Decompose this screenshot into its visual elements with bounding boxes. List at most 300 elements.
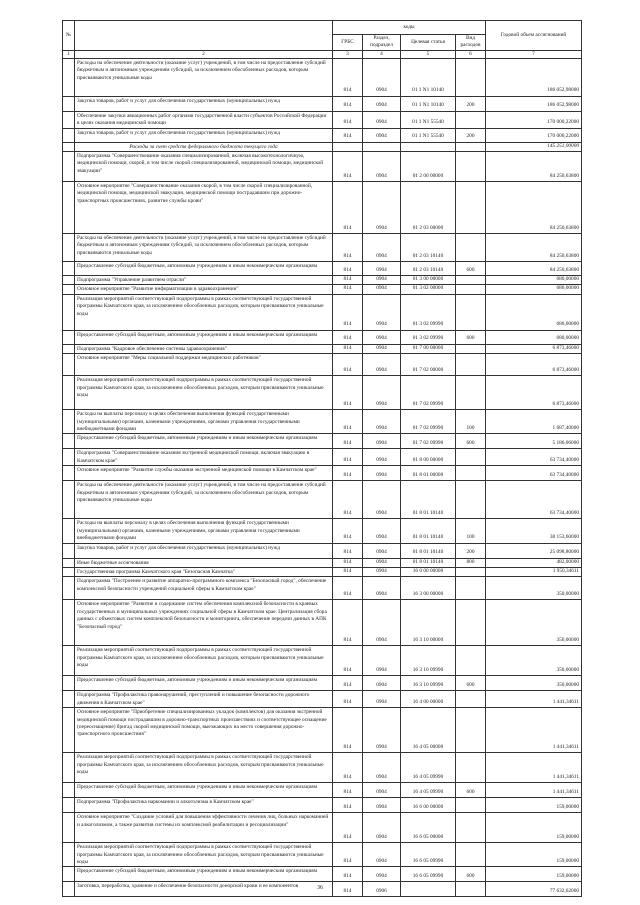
row-num [63, 234, 75, 262]
row-exp [456, 813, 486, 843]
row-num [63, 354, 75, 376]
row-exp [456, 646, 486, 676]
header-index: 5 [401, 50, 456, 58]
row-exp: 600 [456, 676, 486, 691]
header-exp: Вид расходов [456, 35, 486, 51]
row-amount: 1 441,34611 [486, 753, 582, 783]
row-name: Подпрограмма "Совершенствование оказания экстренной медицинской помощи, включая эвакуацию в Камчатском крае" [75, 449, 333, 466]
row-name: Предоставление субсидий бюджетным, автономным учреждениям и иным некоммерческим организациям [75, 867, 333, 882]
row-exp: 600 [456, 434, 486, 449]
table-row [63, 410, 582, 434]
row-amount: 350,00000 [486, 646, 582, 676]
row-amount: 1 441,34611 [486, 691, 582, 708]
row-name: Предоставление субсидий бюджетным, автономным учреждениям и иным некоммерческим организациям [75, 262, 333, 276]
row-num [63, 708, 75, 753]
row-grbs: 814 [333, 783, 363, 798]
row-grbs: 814 [333, 376, 363, 410]
row-exp: 600 [456, 867, 486, 882]
table-row [63, 783, 582, 798]
row-section: 0904 [363, 798, 401, 813]
header-index: 4 [363, 50, 401, 58]
table-row [63, 152, 582, 182]
row-grbs: 814 [333, 481, 363, 519]
row-num [63, 600, 75, 646]
row-num [63, 152, 75, 182]
row-target: 16 0 00 00000 [401, 567, 456, 576]
row-target: 01 3 02 00000 [401, 285, 456, 294]
row-exp [456, 344, 486, 353]
row-target: 16 6 05 00000 [401, 813, 456, 843]
row-name: Заготовка, переработка, хранение и обеспечение безопасности донорской крови и ее компонентов [75, 882, 333, 897]
row-num [63, 519, 75, 543]
row-target: 16 4 05 09990 [401, 753, 456, 783]
row-grbs: 814 [333, 813, 363, 843]
row-name: Основное мероприятие "Приобретение специализированных укладок (комплектов) для оказания экстренной медицинской помощи пострадавшим в дорожно-транспортных происшествиях и соответствующее оснащение (переоснащение) бригад скорой медицинской помощи, выезжающих на место совершения дорожно-транспортного происшествия" [75, 708, 333, 753]
table-row [63, 691, 582, 708]
row-exp: 200 [456, 96, 486, 111]
row-num [63, 753, 75, 783]
row-target: 16 3 10 09990 [401, 646, 456, 676]
table-row [63, 234, 582, 262]
table-row [63, 142, 582, 151]
row-num [63, 466, 75, 481]
row-exp: 200 [456, 128, 486, 142]
table-row [63, 843, 582, 867]
row-target: 16 6 05 09990 [401, 867, 456, 882]
row-amount: 84 250,63800 [486, 152, 582, 182]
row-num [63, 330, 75, 344]
row-exp [456, 798, 486, 813]
row-num [63, 481, 75, 519]
row-name: Закупка товаров, работ и услуг для обеспечения государственных (муниципальных) нужд [75, 128, 333, 142]
row-amount: 63 734,40000 [486, 449, 582, 466]
row-grbs: 814 [333, 276, 363, 285]
row-num [63, 96, 75, 111]
header-index: 6 [456, 50, 486, 58]
header-index: 2 [75, 50, 333, 58]
table-row [63, 567, 582, 576]
header-target: Целевая статья [401, 35, 456, 51]
row-name: Обеспечение закупки авиационных работ органами государственной власти субъектов Российской Федерации в целях оказания медицинской помощи [75, 111, 333, 128]
row-section: 0904 [363, 354, 401, 376]
row-num [63, 676, 75, 691]
row-section: 0904 [363, 285, 401, 294]
row-amount: 159,00000 [486, 867, 582, 882]
row-amount: 1 950,34611 [486, 567, 582, 576]
row-grbs: 814 [333, 234, 363, 262]
row-name: Подпрограмма "Совершенствование оказания специализированной, включая высокотехнологичную, медицинской помощи, скорой, в том числе скорой специализированной, медицинской помощи, медицинской эвакуации" [75, 152, 333, 182]
row-name: Предоставление субсидий бюджетным, автономным учреждениям и иным некоммерческим организациям [75, 330, 333, 344]
row-exp [456, 142, 486, 151]
row-exp [456, 466, 486, 481]
row-num [63, 111, 75, 128]
row-grbs: 814 [333, 753, 363, 783]
table-row [63, 128, 582, 142]
row-name: Закупка товаров, работ и услуг для обеспечения государственных (муниципальных) нужд [75, 96, 333, 111]
row-num [63, 867, 75, 882]
row-target: 16 6 00 00000 [401, 798, 456, 813]
table-row [63, 813, 582, 843]
row-name: Подпрограмма "Построение и развитие аппаратно-программного комплекса "Безопасный город", обеспечение комплексной безопасности учреждений социальной сферы в Камчатском крае" [75, 577, 333, 600]
row-target: 16 4 05 00000 [401, 708, 456, 753]
table-row [63, 543, 582, 558]
row-amount: 159,00000 [486, 843, 582, 867]
row-grbs: 814 [333, 354, 363, 376]
row-section: 0904 [363, 434, 401, 449]
row-exp [456, 285, 486, 294]
row-num [63, 843, 75, 867]
row-grbs: 814 [333, 294, 363, 330]
row-target: 01 1 N1 10140 [401, 96, 456, 111]
row-target: 01 7 02 09990 [401, 376, 456, 410]
row-name: Подпрограмма "Профилактика наркомании и алкоголизма в Камчатском крае" [75, 798, 333, 813]
row-section: 0904 [363, 600, 401, 646]
page-number: 36 [317, 885, 323, 891]
table-row [63, 481, 582, 519]
row-exp [456, 152, 486, 182]
row-section: 0904 [363, 843, 401, 867]
row-grbs: 814 [333, 182, 363, 234]
row-grbs: 814 [333, 646, 363, 676]
row-amount: 680,00000 [486, 330, 582, 344]
row-section: 0904 [363, 466, 401, 481]
row-num [63, 128, 75, 142]
row-section: 0904 [363, 58, 401, 96]
row-target: 16 6 05 09990 [401, 843, 456, 867]
row-target: 01 8 00 00000 [401, 449, 456, 466]
row-target: 01 7 02 00000 [401, 354, 456, 376]
row-section: 0904 [363, 577, 401, 600]
row-name: Подпрограмма "Профилактика правонарушений, преступлений и повышение безопасности дорожного движения в Камчатском крае" [75, 691, 333, 708]
row-num [63, 434, 75, 449]
row-section: 0904 [363, 691, 401, 708]
row-section: 0904 [363, 376, 401, 410]
row-amount: 6 873,46000 [486, 344, 582, 353]
row-name: Основное мероприятие "Развитие и содержание систем обеспечения комплексной безопасности в краевых государственных и муниципальных учреждениях социальной сферы в Камчатском крае. Централизация сбора данных с объектовых систем комплексной безопасности и мониторинга, обеспечение передачи данных в АПК "Безопасный город" [75, 600, 333, 646]
row-grbs: 814 [333, 344, 363, 353]
table-row [63, 708, 582, 753]
table-header [63, 21, 582, 59]
row-num [63, 813, 75, 843]
table-row [63, 96, 582, 111]
row-target: 01 2 00 00000 [401, 152, 456, 182]
row-num [63, 142, 75, 151]
table-row [63, 330, 582, 344]
table-row [63, 466, 582, 481]
row-name: Подпрограмма "Управление развитием отрасли" [75, 276, 333, 285]
row-num [63, 58, 75, 96]
row-amount: 482,00000 [486, 558, 582, 567]
table-row [63, 519, 582, 543]
table-row [63, 58, 582, 96]
header-annual: Годовой объем ассигнований [486, 21, 582, 51]
row-target: 01 1 N1 55540 [401, 111, 456, 128]
row-grbs: 814 [333, 843, 363, 867]
row-exp [456, 481, 486, 519]
row-target: 01 8 01 10140 [401, 519, 456, 543]
row-amount: 63 734,40000 [486, 481, 582, 519]
row-target: 01 1 N1 55540 [401, 128, 456, 142]
row-section: 0904 [363, 128, 401, 142]
row-name: Основное мероприятие "Развитие информатизации в здравоохранении" [75, 285, 333, 294]
row-name: Реализация мероприятий соответствующей подпрограммы в рамках соответствующей государственной программы Камчатского края, за исключением обособленных расходов, которым присваиваются уникальные коды [75, 294, 333, 330]
table-row [63, 276, 582, 285]
row-name: Иные бюджетные ассигнования [75, 558, 333, 567]
row-amount: 38 153,60000 [486, 519, 582, 543]
row-amount: 5 186,06000 [486, 434, 582, 449]
row-target: 01 7 00 00000 [401, 344, 456, 353]
row-section [363, 142, 401, 151]
row-section: 0904 [363, 410, 401, 434]
row-amount: 680,00000 [486, 276, 582, 285]
row-section: 0904 [363, 867, 401, 882]
row-amount: 1 441,34611 [486, 783, 582, 798]
row-amount: 680,00000 [486, 285, 582, 294]
row-exp [456, 577, 486, 600]
row-name: Основное мероприятие "Меры социальной поддержки медицинских работников" [75, 354, 333, 376]
row-grbs: 814 [333, 96, 363, 111]
header-index: 3 [333, 50, 363, 58]
row-target: 01 3 02 09990 [401, 330, 456, 344]
row-grbs: 814 [333, 558, 363, 567]
header-name [75, 21, 333, 51]
table-row [63, 111, 582, 128]
row-name: Основное мероприятие "Совершенствование оказания скорой, в том числе скорой специализированной, медицинской помощи, медицинской эвакуации, медицинской помощи пострадавшим при дорожно-транспортных происшествиях, развитие службы крови" [75, 182, 333, 234]
row-amount: 84 250,63800 [486, 182, 582, 234]
row-exp [456, 843, 486, 867]
row-target: 01 8 01 00000 [401, 466, 456, 481]
row-target: 01 8 01 10140 [401, 543, 456, 558]
row-grbs: 814 [333, 708, 363, 753]
row-target: 01 7 02 09990 [401, 434, 456, 449]
row-num [63, 376, 75, 410]
row-exp [456, 567, 486, 576]
row-grbs: 814 [333, 882, 363, 897]
row-name: Государственная программа Камчатского края "Безопасная Камчатка" [75, 567, 333, 576]
row-exp: 600 [456, 783, 486, 798]
row-section: 0904 [363, 152, 401, 182]
row-name: Реализация мероприятий соответствующей подпрограммы в рамках соответствующей государственной программы Камчатского края, за исключением обособленных расходов, которым присваиваются уникальные коды [75, 843, 333, 867]
row-grbs: 814 [333, 798, 363, 813]
row-amount: 25 098,80000 [486, 543, 582, 558]
row-section: 0904 [363, 276, 401, 285]
row-target: 16 3 00 00000 [401, 577, 456, 600]
row-exp [456, 234, 486, 262]
row-target: 01 8 01 10140 [401, 481, 456, 519]
row-name: Реализация мероприятий соответствующей подпрограммы в рамках соответствующей государственной программы Камчатского края, за исключением обособленных расходов, которым присваиваются уникальные коды [75, 646, 333, 676]
row-amount: 680,00000 [486, 294, 582, 330]
row-grbs: 814 [333, 867, 363, 882]
row-amount: 1 687,40000 [486, 410, 582, 434]
row-amount: 170 000,22000 [486, 111, 582, 128]
row-target [401, 142, 456, 151]
table-row [63, 646, 582, 676]
row-name: Основное мероприятие "Создание условий для повышения эффективности лечения лиц, больных наркоманией и алкоголизмом, а также развития системы их комплексной реабилитации и ресоциализации" [75, 813, 333, 843]
row-grbs: 814 [333, 152, 363, 182]
row-name: Закупка товаров, работ и услуг для обеспечения государственных (муниципальных) нужд [75, 543, 333, 558]
row-target: 01 3 02 09990 [401, 294, 456, 330]
header-index-row [63, 50, 582, 58]
row-section: 0904 [363, 543, 401, 558]
row-exp [456, 354, 486, 376]
row-exp [456, 449, 486, 466]
row-section: 0904 [363, 753, 401, 783]
row-num [63, 558, 75, 567]
row-grbs: 814 [333, 519, 363, 543]
row-target: 01 8 01 10140 [401, 558, 456, 567]
row-grbs: 814 [333, 434, 363, 449]
row-amount: 6 873,46000 [486, 376, 582, 410]
row-amount: 350,00000 [486, 676, 582, 691]
row-grbs: 814 [333, 262, 363, 276]
row-section: 0904 [363, 234, 401, 262]
budget-table [62, 20, 582, 897]
row-num [63, 344, 75, 353]
row-exp [456, 600, 486, 646]
row-exp [456, 708, 486, 753]
row-amount: 186 052,98000 [486, 58, 582, 96]
row-name: Расходы на выплаты персоналу в целях обеспечения выполнения функций государственными (муниципальными) органами, казенными учреждениями, органами управления государственными внебюджетными фондами [75, 519, 333, 543]
row-name: Расходы на обеспечение деятельности (оказание услуг) учреждений, в том числе на предоставление субсидий бюджетным и автономным учреждениям субсидий, за исключением обособленных расходов, которым присваиваются уникальные коды [75, 234, 333, 262]
row-target: 16 3 10 09990 [401, 676, 456, 691]
row-num [63, 262, 75, 276]
row-section: 0904 [363, 330, 401, 344]
row-amount: 84 250,63800 [486, 234, 582, 262]
row-target: 16 3 10 00000 [401, 600, 456, 646]
row-amount: 170 000,22000 [486, 128, 582, 142]
row-target: 01 2 03 00000 [401, 182, 456, 234]
row-grbs: 814 [333, 449, 363, 466]
header-num: № [63, 21, 75, 51]
row-target: 01 3 00 00000 [401, 276, 456, 285]
row-name: Реализация мероприятий соответствующей подпрограммы в рамках соответствующей государственной программы Камчатского края, за исключением обособленных расходов, которым присваиваются уникальные коды [75, 376, 333, 410]
header-grbs: ГРБС [333, 35, 363, 51]
row-num [63, 182, 75, 234]
row-section: 0904 [363, 262, 401, 276]
row-exp: 100 [456, 410, 486, 434]
row-grbs: 814 [333, 577, 363, 600]
row-num [63, 646, 75, 676]
header-index: 7 [486, 50, 582, 58]
row-num [63, 783, 75, 798]
row-section: 0904 [363, 111, 401, 128]
row-name: Расходы на обеспечение деятельности (оказание услуг) учреждений, в том числе на предоставление субсидий бюджетным и автономным учреждениям субсидий, за исключением обособленных расходов, которым присваиваются уникальные коды [75, 481, 333, 519]
table-row [63, 344, 582, 353]
row-target: 01 2 03 10140 [401, 234, 456, 262]
row-grbs: 814 [333, 111, 363, 128]
row-target: 16 4 05 09990 [401, 783, 456, 798]
row-section: 0904 [363, 567, 401, 576]
row-name: Предоставление субсидий бюджетным, автономным учреждениям и иным некоммерческим организациям [75, 676, 333, 691]
row-amount: 6 873,46000 [486, 354, 582, 376]
table-row [63, 577, 582, 600]
row-name: Основное мероприятие "Развитие службы оказания экстренной медицинской помощи в Камчатском крае" [75, 466, 333, 481]
row-name: Предоставление субсидий бюджетным, автономным учреждениям и иным некоммерческим организациям [75, 783, 333, 798]
row-grbs: 814 [333, 58, 363, 96]
row-num [63, 798, 75, 813]
row-exp [456, 294, 486, 330]
row-num [63, 449, 75, 466]
table-row [63, 285, 582, 294]
row-grbs: 814 [333, 285, 363, 294]
row-section: 0904 [363, 481, 401, 519]
table-row [63, 354, 582, 376]
header-section: Раздел, подраздел [363, 35, 401, 51]
row-name: Расходы за счет средств федерального бюджета текущего года [75, 142, 333, 151]
row-num [63, 577, 75, 600]
row-num [63, 276, 75, 285]
row-exp [456, 276, 486, 285]
header-index: 1 [63, 50, 75, 58]
table-row [63, 182, 582, 234]
table-row [63, 262, 582, 276]
row-exp: 600 [456, 330, 486, 344]
row-num [63, 285, 75, 294]
row-section: 0904 [363, 558, 401, 567]
row-exp [456, 691, 486, 708]
row-exp [456, 58, 486, 96]
row-section: 0904 [363, 344, 401, 353]
table-row [63, 676, 582, 691]
row-name: Подпрограмма "Кадровое обеспечение системы здравоохранения" [75, 344, 333, 353]
row-grbs: 814 [333, 466, 363, 481]
budget-sheet [62, 20, 581, 897]
row-name: Реализация мероприятий соответствующей подпрограммы в рамках соответствующей государственной программы Камчатского края, за исключением обособленных расходов, которым присваиваются уникальные коды [75, 753, 333, 783]
row-section: 0904 [363, 182, 401, 234]
row-grbs: 814 [333, 543, 363, 558]
table-row [63, 558, 582, 567]
row-grbs: 814 [333, 330, 363, 344]
row-amount: 63 734,40000 [486, 466, 582, 481]
row-exp [456, 376, 486, 410]
table-body [63, 58, 582, 897]
table-row [63, 449, 582, 466]
row-exp: 100 [456, 519, 486, 543]
row-grbs: 814 [333, 676, 363, 691]
row-section: 0904 [363, 96, 401, 111]
row-amount: 159,00000 [486, 813, 582, 843]
row-num [63, 410, 75, 434]
row-num [63, 691, 75, 708]
row-target: 01 1 N1 10140 [401, 58, 456, 96]
row-exp [456, 753, 486, 783]
row-section: 0904 [363, 519, 401, 543]
row-amount: 159,00000 [486, 798, 582, 813]
row-name: Расходы на выплаты персоналу в целях обеспечения выполнения функций государственными (муниципальными) органами, казенными учреждениями, органами управления государственными внебюджетными фондами [75, 410, 333, 434]
table-row [63, 600, 582, 646]
row-amount: 145 251,00000 [486, 142, 582, 151]
row-exp: 200 [456, 543, 486, 558]
row-section: 0904 [363, 708, 401, 753]
row-target: 01 7 02 09990 [401, 410, 456, 434]
row-grbs: 814 [333, 600, 363, 646]
row-section: 0904 [363, 783, 401, 798]
row-num [63, 543, 75, 558]
table-row [63, 376, 582, 410]
row-grbs: 814 [333, 567, 363, 576]
table-row [63, 294, 582, 330]
table-row [63, 434, 582, 449]
row-target: 16 4 00 00000 [401, 691, 456, 708]
row-num [63, 294, 75, 330]
row-section: 0906 [363, 882, 401, 897]
row-amount: 1 441,34611 [486, 708, 582, 753]
row-name: Предоставление субсидий бюджетным, автономным учреждениям и иным некоммерческим организациям [75, 434, 333, 449]
row-amount: 84 250,63800 [486, 262, 582, 276]
table-row [63, 753, 582, 783]
row-num [63, 567, 75, 576]
row-exp: 800 [456, 558, 486, 567]
